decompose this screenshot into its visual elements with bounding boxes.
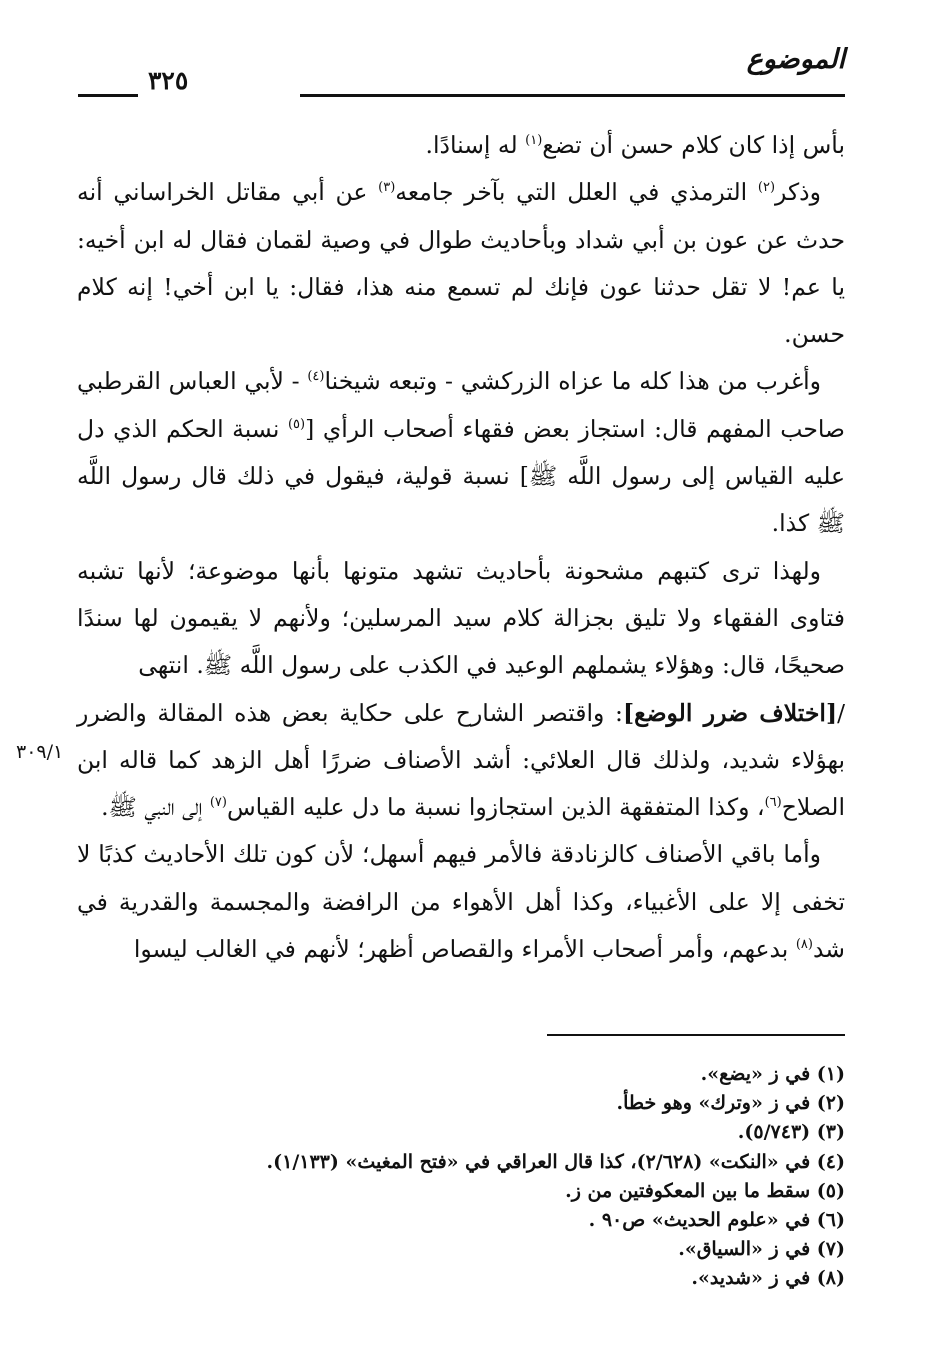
footnote: (٢) في ز «وترك» وهو خطأ. <box>616 1092 845 1115</box>
paragraph-text: وأما باقي الأصناف كالزنادقة فالأمر فيهم أسهل؛ لأن كون تلك الأحاديث كذبًا لا تخفى إلا على الأغبياء، وكذا أهل الأهواء من الرافضة والمجسمة والقدرية في شد <box>77 840 845 964</box>
footnote-marker: (١) <box>525 133 543 148</box>
paragraph-text: ولهذا ترى كتبهم مشحونة بأحاديث تشهد متونها بأنها موضوعة؛ لأنها تشبه فتاوى الفقهاء ولا تليق بجزالة كلام سيد المرسلين؛ ولأنهم لا يقيمون لها سندًا صحيحًا، قال: وهؤلاء يشملهم الوعيد في الكذب على رسول اللَّه ﷺ. انتهى <box>77 556 845 680</box>
paragraph <box>77 690 845 832</box>
paragraph <box>77 358 845 547</box>
footnote: (٤) في «النكت» (٢/٦٢٨)، كذا قال العراقي في «فتح المغيث» (١/١٣٣). <box>266 1150 845 1173</box>
footnotes <box>77 1060 845 1294</box>
paragraph <box>77 831 845 973</box>
paragraph-text: له إسنادًا. <box>425 131 526 159</box>
footnote: (٨) في ز «شديد». <box>691 1267 845 1290</box>
page-number: ٣٢٥ <box>148 66 189 95</box>
paragraph <box>77 548 845 690</box>
page-header <box>78 44 845 104</box>
paragraph-text: الترمذي في العلل التي بآخر جامعه <box>395 178 758 207</box>
footnote-marker: (٤) <box>307 369 325 385</box>
paragraph-text: / <box>837 698 845 727</box>
footnote: (٦) في «علوم الحديث» ص٩٠ . <box>588 1209 845 1232</box>
paragraph-text: - لأبي العباس القرطبي صاحب المفهم قال: استجاز بعض فقهاء أصحاب الرأي [ <box>77 367 846 443</box>
paragraph <box>77 169 845 358</box>
paragraph-text: عن أبي مقاتل الخراساني أنه حدث عن عون بن أبي شداد وبأحاديث طوال في وصية لقمان فقال له ابن أخيه: يا عم! لا تقل حدثنا عون فإنك لم تسمع منه هذا، فقال: يا ابن أخي! إنه كلام حسن. <box>77 178 845 349</box>
footnote-marker: (٧) <box>209 795 227 811</box>
margin-page-reference: ٣٠٩/١ <box>16 741 64 763</box>
paragraph-text: ، وكذا المتفقهة الذين استجازوا نسبة ما دل عليه القياس <box>226 793 765 822</box>
footnote: (٥) سقط ما بين المعكوفتين من ز. <box>565 1179 845 1202</box>
footnote-marker: (٣) <box>378 180 396 196</box>
footnote: (٣) (٥/٧٤٣). <box>737 1121 845 1144</box>
paragraph-text: : واقتصر الشارح على حكاية بعض هذه المقالة والضرر بهؤلاء شديد، ولذلك قال العلائي: أشد الأصناف ضررًا أهل الزهد كما قاله ابن الصلاح <box>77 698 845 822</box>
paragraph-text: إلى النبي ﷺ. <box>101 793 210 822</box>
footnote-marker: (٥) <box>287 416 306 432</box>
footnote: (١) في ز «يضع». <box>700 1063 845 1085</box>
footnote-marker: (٢) <box>757 180 776 196</box>
footnote-marker: (٨) <box>795 937 813 953</box>
section-subheading: [اختلاف ضرر الوضع] <box>622 698 838 727</box>
paragraph <box>77 122 845 169</box>
footnote: (٧) في ز «السياق». <box>678 1238 845 1261</box>
header-rule <box>300 94 845 97</box>
header-rule-short <box>78 94 138 97</box>
paragraph-text: وأغرب من هذا كله ما عزاه الزركشي - وتبعه شيخنا <box>324 367 821 396</box>
footnote-separator <box>547 1034 845 1036</box>
paragraph-text: وذكر <box>775 178 821 207</box>
main-text <box>77 122 845 973</box>
footnote-marker: (٦) <box>764 795 782 811</box>
paragraph-text: بدعهم، وأمر أصحاب الأمراء والقصاص أظهر؛ لأنهم في الغالب ليسوا <box>133 935 796 964</box>
chapter-title: الموضوع <box>746 44 845 75</box>
paragraph-text: نسبة الحكم الذي دل عليه القياس إلى رسول اللَّه ﷺ] نسبة قولية، فيقول في ذلك قال رسول اللَّه ﷺ كذا. <box>77 414 845 538</box>
paragraph-text: بأس إذا كان كلام حسن أن تضع <box>542 131 845 159</box>
